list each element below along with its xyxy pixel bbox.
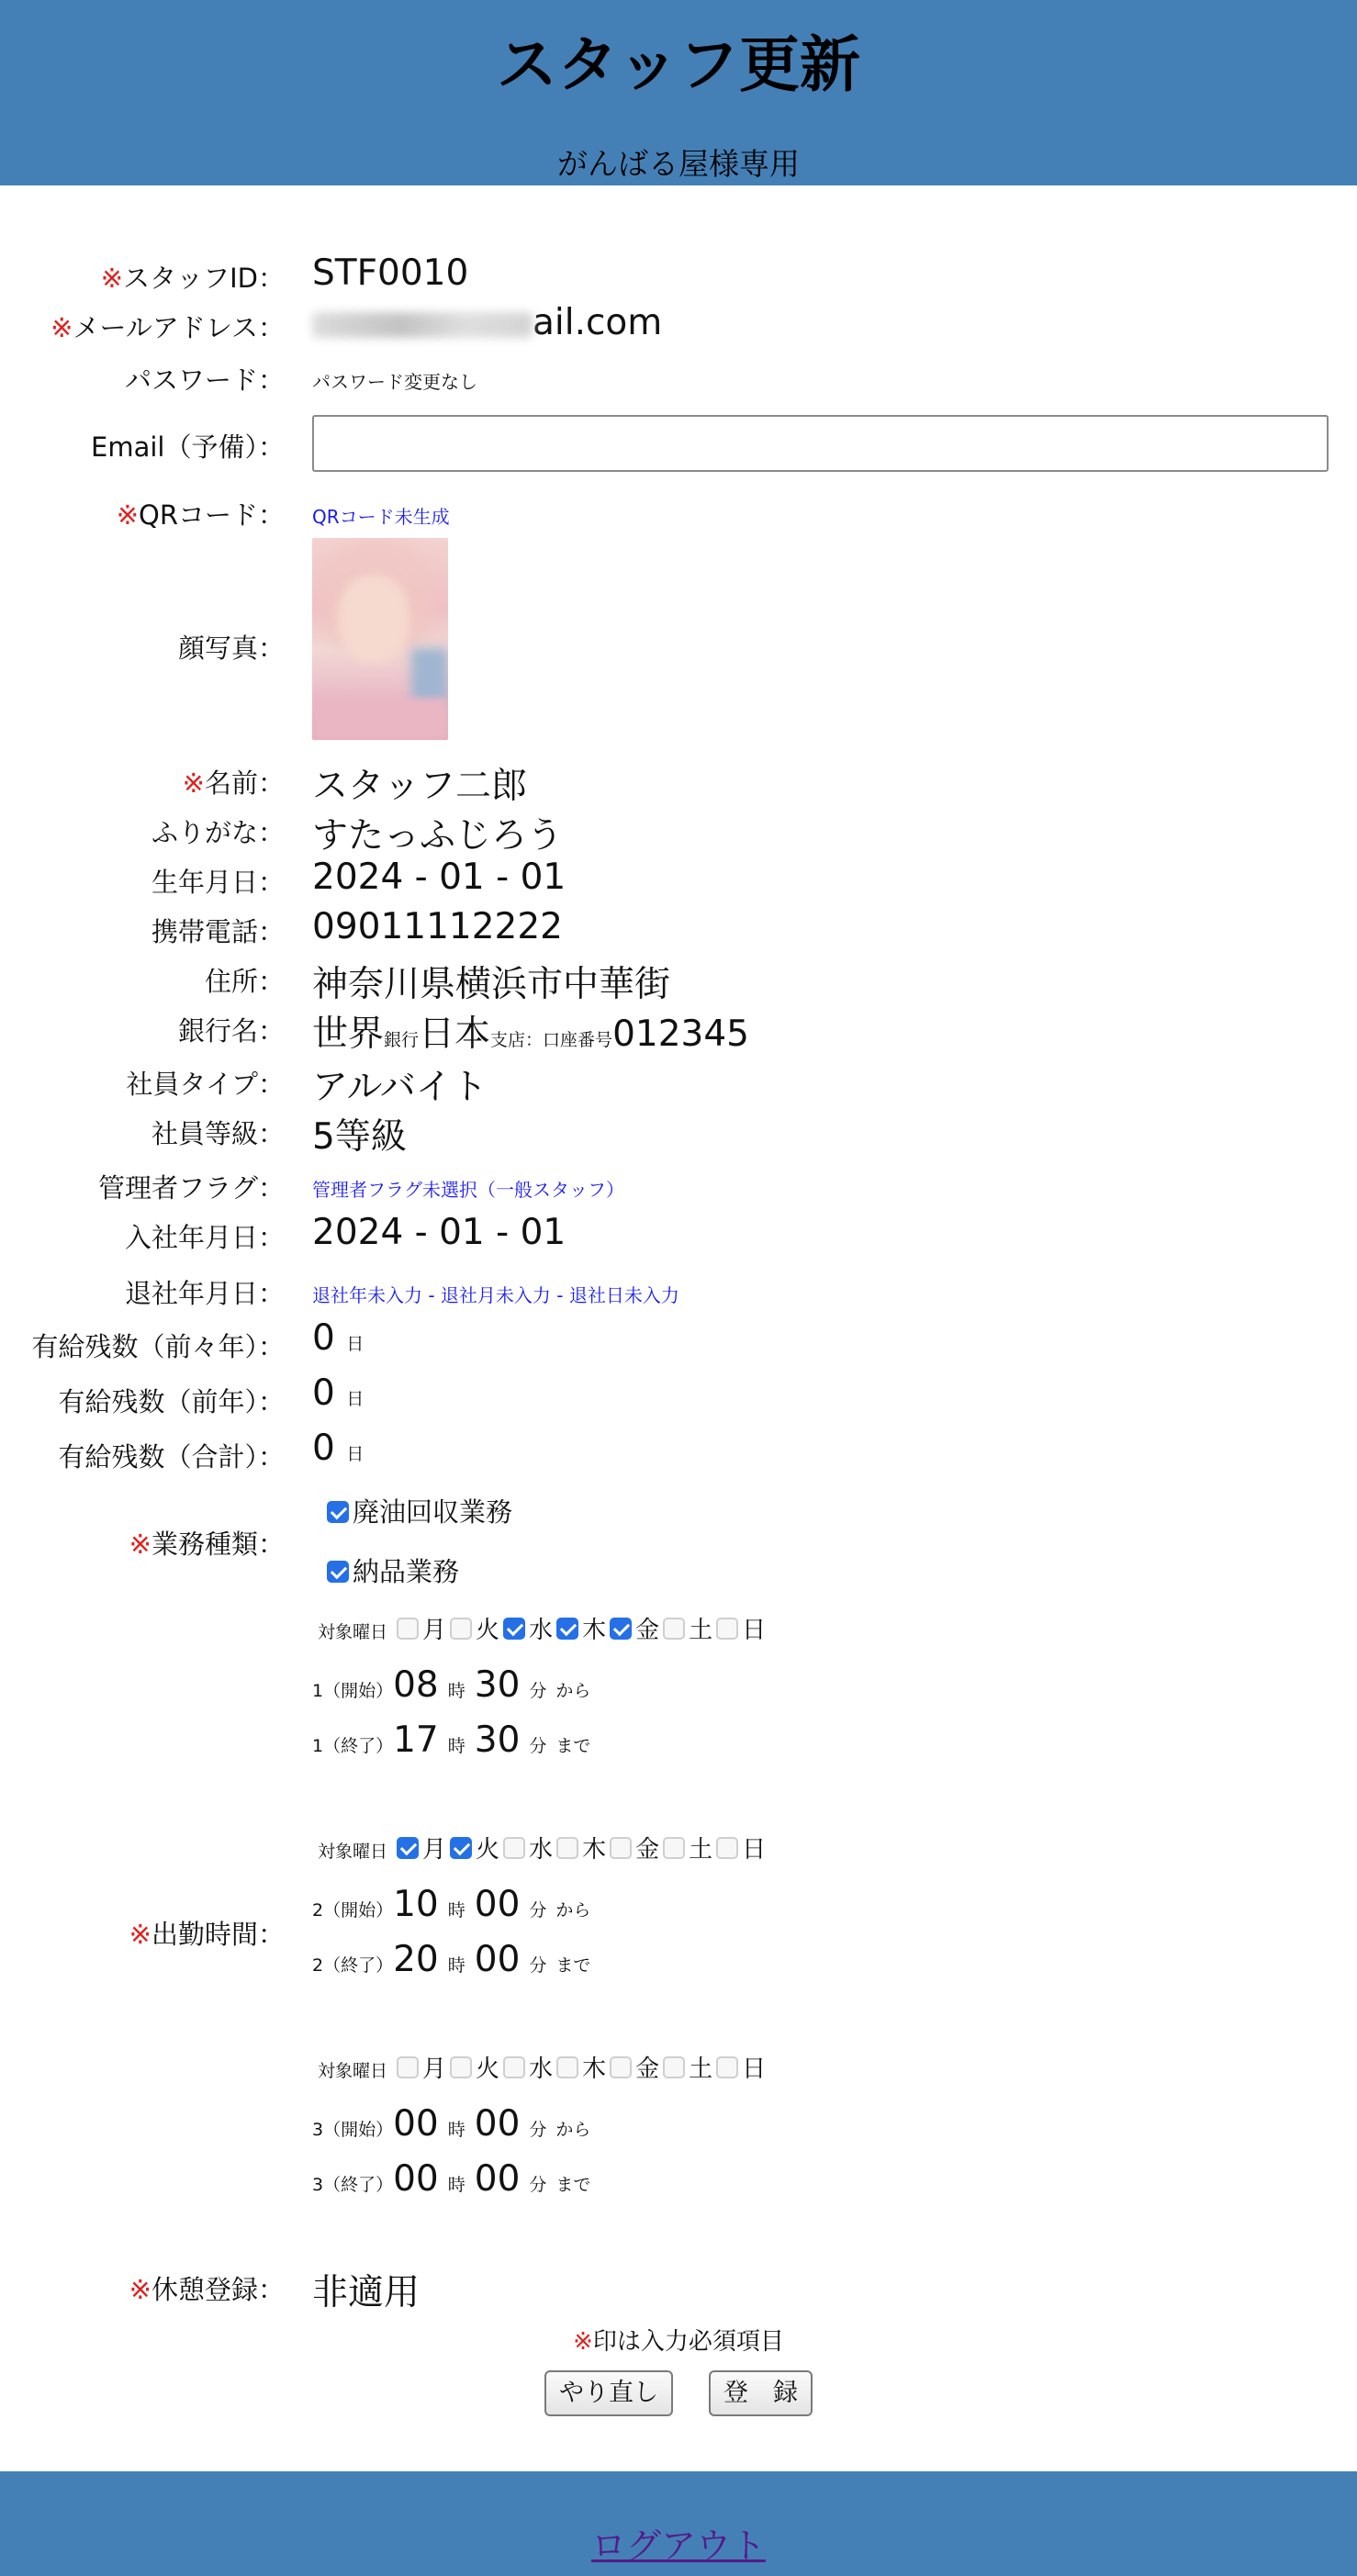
mobile-label: 携帯電話：	[151, 916, 285, 947]
minute-unit: 分	[529, 2120, 547, 2140]
furigana-label: ふりがな：	[151, 817, 285, 848]
day-checkbox[interactable]	[503, 1618, 525, 1640]
required-mark: ※	[100, 263, 124, 294]
time-suffix: まで	[555, 2175, 591, 2195]
mail-value: ail.com	[312, 302, 662, 343]
time-suffix: から	[555, 1900, 591, 1921]
day-checkbox[interactable]	[716, 2056, 738, 2078]
day-name: 日	[742, 1617, 767, 1644]
hour-unit: 時	[447, 2175, 465, 2195]
account-number: 012345	[612, 1014, 749, 1055]
day-checkbox[interactable]	[556, 2056, 578, 2078]
email-spare-label: Email（予備）：	[91, 431, 285, 463]
day-name: 水	[529, 1617, 554, 1644]
work-type-item[interactable]: 廃油回収業務	[323, 1492, 512, 1529]
shift-start-time	[312, 1884, 590, 1925]
day-name: 土	[689, 2055, 713, 2083]
day-name: 金	[635, 1617, 660, 1644]
paid-prev-label: 有給残数（前年）：	[58, 1386, 285, 1417]
hour-value: 17	[393, 1719, 439, 1761]
hour-unit: 時	[447, 1736, 465, 1756]
staff-type-value: アルバイト	[312, 1067, 488, 1108]
required-note: ※印は入力必須項目	[573, 2328, 784, 2356]
day-checkbox[interactable]	[397, 1618, 419, 1640]
reset-button[interactable]: やり直し	[544, 2370, 673, 2416]
required-mark: ※	[129, 2274, 151, 2305]
shift-days-row	[318, 2050, 766, 2084]
work-type-item[interactable]: 納品業務	[323, 1551, 459, 1589]
branch-name: 日本	[419, 1014, 491, 1055]
minute-value: 00	[474, 2158, 521, 2200]
minute-value: 00	[474, 2103, 521, 2145]
day-name: 日	[742, 2055, 767, 2083]
minute-value: 00	[474, 1884, 521, 1925]
bank-name: 世界	[312, 1014, 385, 1055]
staff-id-value: STF0010	[312, 252, 469, 294]
shift-end-time	[312, 2158, 590, 2200]
photo-label: 顔写真：	[177, 633, 285, 664]
day-name: 水	[529, 1836, 554, 1864]
paid-total-value: 0 日	[312, 1428, 364, 1469]
day-checkbox[interactable]	[556, 1618, 578, 1640]
name-label: ※名前：	[182, 767, 285, 799]
admin-flag-label: 管理者フラグ：	[97, 1172, 285, 1204]
email-spare-input[interactable]	[312, 415, 1329, 472]
time-suffix: から	[555, 1681, 591, 1701]
checkbox[interactable]	[327, 1561, 349, 1583]
shift-start-time	[312, 1664, 590, 1706]
redacted-text	[312, 312, 533, 338]
hour-value: 20	[393, 1939, 439, 1980]
leave-date-value: 退社年未入力 - 退社月未入力 - 退社日未入力	[312, 1284, 679, 1306]
submit-button[interactable]: 登 録	[709, 2370, 813, 2416]
shift-start-time	[312, 2103, 590, 2145]
day-name: 月	[422, 2055, 447, 2083]
staff-id-label: ※スタッフID：	[100, 263, 285, 294]
paid-prev2-label: 有給残数（前々年）：	[31, 1331, 285, 1362]
furigana-value: すたっふじろう	[312, 815, 564, 857]
time-label: 3（終了）	[312, 2175, 394, 2195]
day-checkbox[interactable]	[450, 1618, 472, 1640]
work-types-label: ※業務種類：	[129, 1529, 285, 1560]
day-checkbox[interactable]	[610, 1618, 632, 1640]
minute-unit: 分	[529, 1681, 547, 1701]
time-label: 1（終了）	[312, 1736, 394, 1756]
required-mark: ※	[129, 1919, 151, 1950]
day-checkbox[interactable]	[610, 1837, 632, 1859]
day-checkbox[interactable]	[716, 1618, 738, 1640]
hour-value: 00	[393, 2158, 439, 2200]
hour-unit: 時	[447, 1900, 465, 1921]
join-date-label: 入社年月日：	[124, 1222, 285, 1253]
time-label: 2（開始）	[312, 1900, 394, 1921]
bank-value: 世界銀行日本支店：口座番号012345	[312, 1014, 749, 1055]
day-checkbox[interactable]	[663, 2056, 685, 2078]
day-name: 木	[582, 1617, 607, 1644]
address-value: 神奈川県横浜市中華街	[312, 964, 671, 1005]
required-mark: ※	[182, 767, 205, 799]
day-checkbox[interactable]	[503, 1837, 525, 1859]
qr-label: ※QRコード：	[116, 499, 285, 531]
staff-type-label: 社員タイプ：	[126, 1069, 285, 1100]
required-mark: ※	[116, 499, 140, 531]
day-name: 水	[529, 2055, 554, 2083]
hour-unit: 時	[447, 2120, 465, 2140]
qr-status: QRコード未生成	[312, 506, 450, 528]
days-label: 対象曜日	[318, 1842, 388, 1862]
password-value: パスワード変更なし	[312, 371, 477, 393]
day-name: 金	[635, 1836, 660, 1864]
minute-unit: 分	[529, 1955, 547, 1976]
required-mark: ※	[129, 1529, 151, 1560]
day-name: 火	[476, 2055, 500, 2083]
shifts-label: ※出勤時間：	[129, 1919, 285, 1950]
time-suffix: から	[555, 2120, 591, 2140]
page-subtitle: がんばる屋様専用	[557, 146, 800, 182]
minute-value: 00	[474, 1939, 521, 1980]
time-label: 3（開始）	[312, 2120, 394, 2140]
shift-days-row	[318, 1611, 766, 1645]
button-bar	[0, 2370, 1357, 2416]
time-suffix: まで	[555, 1736, 591, 1756]
birthday-label: 生年月日：	[151, 867, 285, 898]
day-checkbox[interactable]	[397, 2056, 419, 2078]
leave-date-label: 退社年月日：	[124, 1278, 285, 1309]
shift-end-time	[312, 1719, 590, 1761]
page-header	[0, 0, 1357, 185]
shift-days-row	[318, 1831, 766, 1865]
day-name: 土	[689, 1617, 713, 1644]
minute-value: 30	[474, 1719, 521, 1761]
hour-value: 00	[393, 2103, 439, 2145]
join-date-value: 2024 - 01 - 01	[312, 1212, 566, 1253]
birthday-value: 2024 - 01 - 01	[312, 857, 566, 898]
day-checkbox[interactable]	[610, 2056, 632, 2078]
day-checkbox[interactable]	[450, 2056, 472, 2078]
staff-grade-label: 社員等級：	[151, 1118, 285, 1149]
day-name: 金	[635, 2055, 660, 2083]
break-label: ※休憩登録：	[129, 2274, 285, 2305]
day-name: 月	[422, 1836, 447, 1864]
shift-end-time	[312, 1939, 590, 1980]
paid-prev2-value: 0 日	[312, 1317, 364, 1359]
face-photo	[312, 538, 448, 740]
day-name: 日	[742, 1836, 767, 1864]
password-label: パスワード：	[124, 364, 285, 396]
admin-flag-value: 管理者フラグ未選択（一般スタッフ）	[312, 1179, 624, 1201]
hour-unit: 時	[447, 1681, 465, 1701]
minute-unit: 分	[529, 2175, 547, 2195]
days-label: 対象曜日	[318, 2061, 388, 2081]
page-footer	[0, 2471, 1357, 2576]
minute-value: 30	[474, 1664, 521, 1706]
hour-unit: 時	[447, 1955, 465, 1976]
day-checkbox[interactable]	[397, 1837, 419, 1859]
time-label: 1（開始）	[312, 1681, 394, 1701]
staff-grade-value: 5等級	[312, 1116, 407, 1158]
paid-total-label: 有給残数（合計）：	[58, 1441, 285, 1473]
day-name: 火	[476, 1836, 500, 1864]
day-checkbox[interactable]	[556, 1837, 578, 1859]
day-name: 火	[476, 1617, 500, 1644]
mail-label: ※メールアドレス：	[50, 312, 285, 343]
checkbox[interactable]	[327, 1501, 349, 1523]
day-name: 木	[582, 1836, 607, 1864]
break-value: 非適用	[312, 2272, 421, 2313]
day-checkbox[interactable]	[716, 1837, 738, 1859]
hour-value: 10	[393, 1884, 439, 1925]
name-value: スタッフ二郎	[312, 766, 528, 807]
page-title: スタッフ更新	[497, 29, 860, 100]
time-suffix: まで	[555, 1955, 591, 1976]
day-checkbox[interactable]	[503, 2056, 525, 2078]
paid-prev-value: 0 日	[312, 1372, 364, 1414]
minute-unit: 分	[529, 1736, 547, 1756]
logout-link[interactable]: ログアウト	[590, 2526, 766, 2566]
minute-unit: 分	[529, 1900, 547, 1921]
time-label: 2（終了）	[312, 1955, 394, 1976]
bank-label: 銀行名：	[177, 1015, 285, 1047]
day-checkbox[interactable]	[663, 1618, 685, 1640]
day-checkbox[interactable]	[663, 1837, 685, 1859]
hour-value: 08	[393, 1664, 439, 1706]
mobile-value: 09011112222	[312, 906, 563, 947]
required-mark: ※	[50, 312, 73, 343]
day-name: 木	[582, 2055, 607, 2083]
day-name: 土	[689, 1836, 713, 1864]
days-label: 対象曜日	[318, 1622, 388, 1642]
day-name: 月	[422, 1617, 447, 1644]
day-checkbox[interactable]	[450, 1837, 472, 1859]
address-label: 住所：	[204, 966, 285, 997]
